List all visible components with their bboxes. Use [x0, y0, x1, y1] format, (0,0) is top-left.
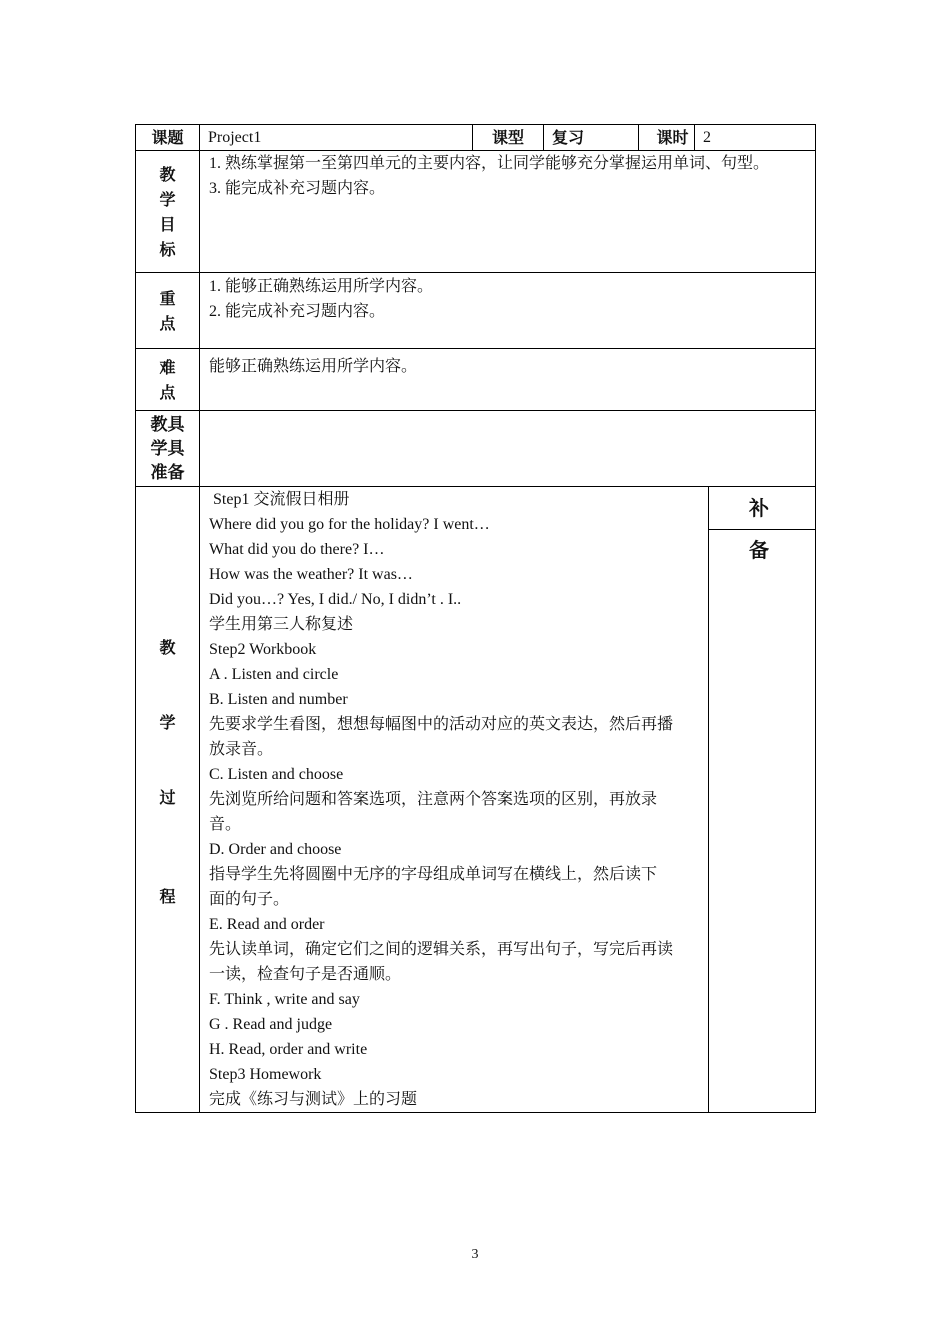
key-points-content [200, 273, 816, 349]
lesson-plan-table [135, 124, 816, 1113]
process-line: 先浏览所给问题和答案选项，注意两个答案选项的区别，再放录 [209, 791, 658, 808]
process-line: 先要求学生看图，想想每幅图中的活动对应的英文表达，然后再播 [209, 716, 674, 733]
supplement-label: 补 备 [709, 487, 815, 530]
process-line: A . Listen and circle [209, 666, 339, 683]
key-point-line: 2. 能完成补充习题内容。 [209, 303, 386, 320]
header-row [136, 125, 816, 151]
key-points-row [136, 273, 816, 349]
process-line: H. Read, order and write [209, 1041, 368, 1058]
tools-row [136, 411, 816, 487]
difficulties-row [136, 349, 816, 411]
type-label: 课型 [473, 125, 544, 151]
period-label: 课时 [639, 125, 695, 151]
objectives-row [136, 151, 816, 273]
process-line: 音。 [209, 816, 242, 833]
key-point-line: 1. 能够正确熟练运用所学内容。 [209, 278, 434, 295]
period-value: 2 [695, 125, 816, 151]
process-line: 放录音。 [209, 741, 274, 758]
process-line: What did you do there? I… [209, 541, 385, 558]
process-line: Where did you go for the holiday? I went… [209, 516, 490, 533]
process-line: 先认读单词，确定它们之间的逻辑关系，再写出句子，写完后再读 [209, 941, 674, 958]
tools-label: 教具 学具 准备 [136, 411, 200, 487]
objectives-label: 教 学 目 标 [136, 151, 200, 273]
process-line: 一读，检查句子是否通顺。 [209, 966, 402, 983]
process-line: F. Think , write and say [209, 991, 360, 1008]
difficulty-line: 能够正确熟练运用所学内容。 [209, 358, 418, 375]
objectives-content [200, 151, 816, 273]
process-line: How was the weather? It was… [209, 566, 413, 583]
process-line: D. Order and choose [209, 841, 342, 858]
process-line: Did you…? Yes, I did./ No, I didn’t . I.. [209, 591, 462, 608]
topic-label: 课题 [136, 125, 200, 151]
process-line: 面的句子。 [209, 891, 290, 908]
process-line: B. Listen and number [209, 691, 348, 708]
process-line: G . Read and judge [209, 1016, 333, 1033]
process-label: 教 学 过 程 [136, 487, 200, 1113]
difficulties-label: 难 点 [136, 349, 200, 411]
key-points-label: 重 点 [136, 273, 200, 349]
tools-content [200, 411, 816, 487]
supplement-column [709, 487, 816, 1113]
process-line: Step2 Workbook [209, 641, 317, 658]
process-line: 指导学生先将圆圈中无序的字母组成单词写在横线上，然后读下 [209, 866, 658, 883]
type-value: 复习 [544, 125, 639, 151]
process-line: Step3 Homework [209, 1066, 322, 1083]
page-number: 3 [471, 1247, 479, 1262]
topic-value: Project1 [200, 125, 473, 151]
process-line: C. Listen and choose [209, 766, 344, 783]
process-line: Step1 交流假日相册 [209, 491, 350, 508]
process-content [200, 487, 709, 1113]
objective-line: 3. 能完成补充习题内容。 [209, 180, 386, 197]
process-line: 学生用第三人称复述 [209, 616, 354, 633]
process-line: E. Read and order [209, 916, 325, 933]
objective-line: 1. 熟练掌握第一至第四单元的主要内容，让同学能够充分掌握运用单词、句型。 [209, 155, 770, 172]
difficulties-content [200, 349, 816, 411]
process-row [136, 487, 816, 1113]
process-line: 完成《练习与测试》上的习题 [209, 1091, 418, 1108]
